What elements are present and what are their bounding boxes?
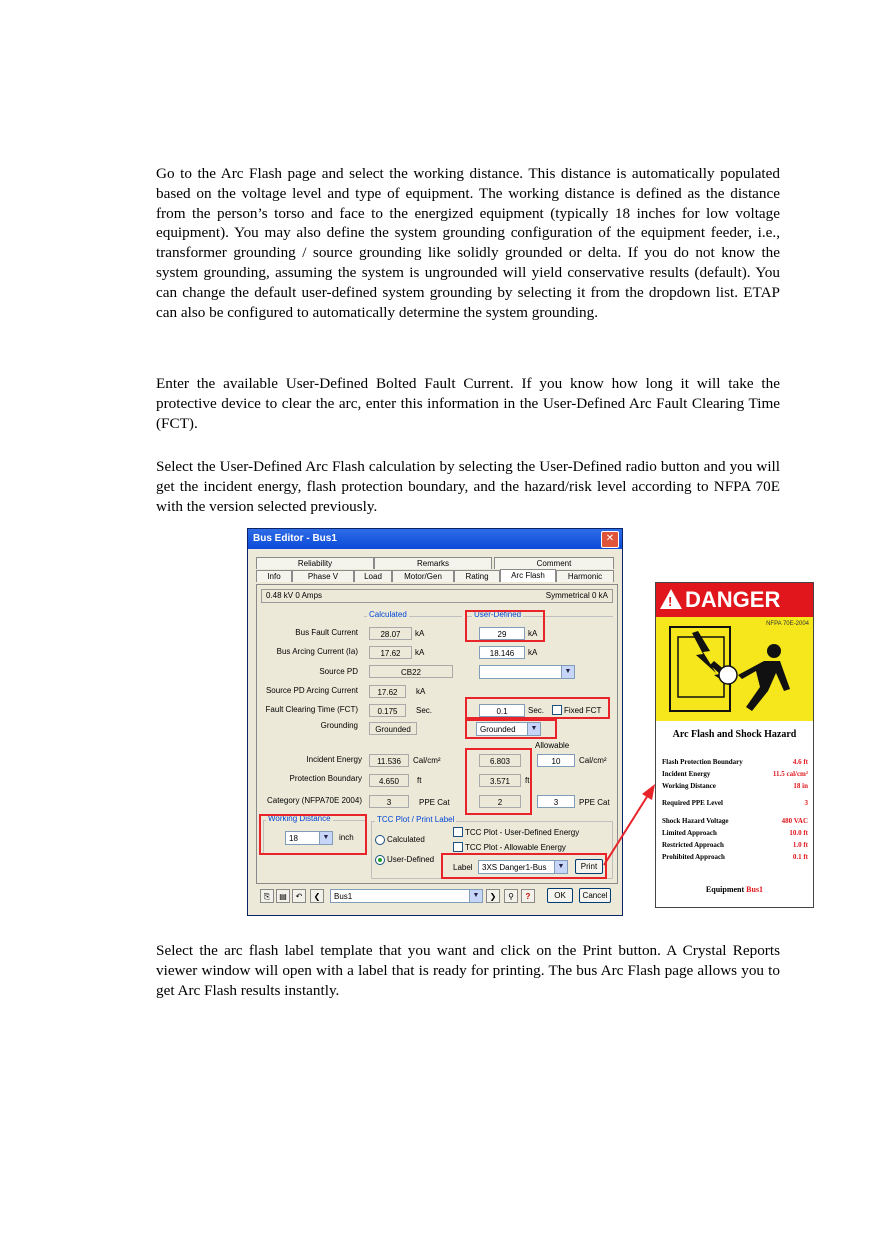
calculated-group-title: Calculated <box>369 610 407 619</box>
chevron-left-icon[interactable]: ❮ <box>310 889 324 903</box>
arrow-head <box>642 784 655 800</box>
highlight-print-label <box>441 853 607 879</box>
allowable-incident-energy-input[interactable]: 10 <box>537 754 575 767</box>
tab-harmonic[interactable]: Harmonic <box>556 570 614 582</box>
user-incident-energy: 6.803 <box>479 754 521 767</box>
instruction-paragraph-4: Select the arc flash label template that you want and click on the Print button. A Crystal Reports viewer window will open with a label that is ready for printing. The bus Arc Flash page allows you to get Arc Flash results instantly. <box>156 942 780 999</box>
working-distance-value: 18 <box>289 834 298 843</box>
label-bus-fault-current: Bus Fault Current <box>295 628 358 637</box>
chevron-down-icon[interactable]: ▼ <box>561 666 574 678</box>
calc-bus-arcing-current: 17.62 <box>369 646 412 659</box>
unit-inch: inch <box>339 833 354 842</box>
paste-icon[interactable]: ▤ <box>276 889 290 903</box>
user-category: 2 <box>479 795 521 808</box>
equipment-line <box>656 885 813 894</box>
unit-cal: Cal/cm² <box>413 756 441 765</box>
unit-ka: kA <box>415 648 425 657</box>
exclamation-icon: ! <box>668 594 673 609</box>
unit-ft: ft <box>525 776 530 785</box>
user-bus-fault-current-input[interactable]: 29 <box>479 627 525 640</box>
unit-ka: kA <box>416 687 426 696</box>
copy-icon[interactable]: ⎘ <box>260 889 274 903</box>
status-fault: Symmetrical 0 kA <box>545 591 608 600</box>
label-source-pd-arcing: Source PD Arcing Current <box>265 686 358 695</box>
tab-load[interactable]: Load <box>354 570 392 582</box>
calc-fct: 0.175 <box>369 704 406 717</box>
unit-ft: ft <box>417 776 422 785</box>
allowable-category-input[interactable]: 3 <box>537 795 575 808</box>
label-protection-boundary: Protection Boundary <box>289 774 362 783</box>
equipment-label: Equipment <box>705 885 745 894</box>
arc-flash-panel <box>256 584 618 884</box>
arrow-print-to-label <box>600 780 660 870</box>
danger-word: DANGER <box>685 587 781 612</box>
chevron-right-icon[interactable]: ❯ <box>486 889 500 903</box>
tab-comment[interactable]: Comment <box>494 557 614 569</box>
tcc-user-defined-checkbox[interactable] <box>453 827 463 837</box>
calc-protection-boundary: 4.650 <box>369 774 409 787</box>
arrow-line <box>604 792 650 865</box>
user-defined-group-title: User-Defined <box>474 610 522 619</box>
calc-source-pd-arcing: 17.62 <box>369 685 406 698</box>
unit-ppe-cat: PPE Cat <box>419 798 450 807</box>
bus-editor-dialog <box>247 528 623 916</box>
calculated-radio-label: Calculated <box>387 835 425 844</box>
unit-ppe-cat: PPE Cat <box>579 798 610 807</box>
tcc-allowable-label: TCC Plot - Allowable Energy <box>465 843 566 852</box>
highlight-user-fct <box>465 697 610 719</box>
user-grounding-value: Grounded <box>480 725 516 734</box>
tab-arc-flash[interactable]: Arc Flash <box>500 569 556 582</box>
user-bus-arcing-current-input[interactable]: 18.146 <box>479 646 525 659</box>
user-defined-radio[interactable] <box>375 855 385 865</box>
user-fct-input[interactable]: 0.1 <box>479 704 525 717</box>
calc-category: 3 <box>369 795 409 808</box>
arc-flash-danger-label: ! DANGER NFPA 70E-2004 Arc Flash and Shock Hazard Flash Protection Boundary 4.6 ft Incident Energy 11.5 cal/cm² Working Distance 18 in Required PPE Level 3 Shock Hazard Voltage 480 VAC Limited Approach 10.0 ft Restricted Approach 1.0 ft Prohibited Approach 0.1 ft Equipment Bus1 <box>655 582 814 908</box>
bus-select-value: Bus1 <box>334 892 353 901</box>
label-bus-arcing-current: Bus Arcing Current (Ia) <box>276 647 358 656</box>
highlight-user-results <box>465 748 532 815</box>
print-button[interactable]: Print <box>575 859 603 874</box>
highlight-working-distance <box>259 814 367 855</box>
chevron-down-icon[interactable]: ▼ <box>469 890 482 902</box>
instruction-paragraph-2: Enter the available User-Defined Bolted Fault Current. If you know how long it will take the protective device to clear the arc, enter this information in the User-Defined Arc Fault Clearing Time (FCT). <box>156 375 780 432</box>
calc-grounding: Grounded <box>369 722 417 735</box>
calc-source-pd: CB22 <box>369 665 453 678</box>
label-incident-energy: Incident Energy <box>306 755 362 764</box>
instruction-paragraph-3: Select the User-Defined Arc Flash calculation by selecting the User-Defined radio button and you will get the incident energy, flash protection boundary, and the hazard/risk level according to NFPA 70E with the version selected previously. <box>156 458 780 515</box>
working-distance-title: Working Distance <box>268 814 331 823</box>
status-voltage: 0.48 kV 0 Amps <box>266 591 323 600</box>
user-defined-radio-label: User-Defined <box>387 855 435 864</box>
unit-ka: kA <box>415 629 425 638</box>
cancel-button[interactable]: Cancel <box>579 888 611 903</box>
status-bar <box>261 589 613 603</box>
label-allowable: Allowable <box>535 741 570 750</box>
chevron-down-icon[interactable]: ▼ <box>527 723 540 735</box>
danger-header <box>656 583 813 617</box>
tab-remarks[interactable]: Remarks <box>374 557 492 569</box>
help-icon[interactable]: ? <box>521 889 535 903</box>
unit-ka: kA <box>528 648 538 657</box>
label-grounding: Grounding <box>320 721 358 730</box>
tcc-allowable-checkbox[interactable] <box>453 842 463 852</box>
calc-incident-energy: 11.536 <box>369 754 409 767</box>
chevron-down-icon[interactable]: ▼ <box>554 861 567 873</box>
tab-motor-gen[interactable]: Motor/Gen <box>392 570 454 582</box>
tcc-plot-title: TCC Plot / Print Label <box>377 815 455 824</box>
user-protection-boundary: 3.571 <box>479 774 521 787</box>
tab-phase-v[interactable]: Phase V <box>292 570 354 582</box>
fixed-fct-label: Fixed FCT <box>564 706 602 715</box>
unit-sec: Sec. <box>528 706 545 715</box>
instruction-paragraph-1: Go to the Arc Flash page and select the working distance. This distance is automatically populated based on the voltage level and type of equipment. The working distance is defined as the distance from the person’s torso and face to the energized equipment (typically 18 inches for low voltage equipment). You may also define the system grounding configuration of the equipment feeder, i.e., transformer grounding / source grounding like solidly grounded or delta. If you do not know the system grounding, assuming the system is ungrounded will yield conservative results (default). You can change the default user-defined system grounding by selecting it from the dropdown list. ETAP can also be configured to automatically determine the system grounding. <box>156 165 780 321</box>
equipment-value: Bus1 <box>746 885 764 894</box>
unit-ka: kA <box>528 629 538 638</box>
label-template-value: 3XS Danger1-Bus <box>482 863 547 872</box>
label-fct: Fault Clearing Time (FCT) <box>265 705 358 714</box>
highlight-user-grounding <box>465 719 557 739</box>
calc-bus-fault-current: 28.07 <box>369 627 412 640</box>
bus-select[interactable] <box>330 889 483 903</box>
unit-sec: Sec. <box>416 706 433 715</box>
close-icon[interactable]: ✕ <box>601 531 619 548</box>
find-icon[interactable]: ⚲ <box>504 889 518 903</box>
tab-reliability[interactable]: Reliability <box>256 557 374 569</box>
label-source-pd: Source PD <box>319 667 358 676</box>
highlight-user-fault-current <box>465 610 545 642</box>
tcc-user-defined-label: TCC Plot - User-Defined Energy <box>465 828 580 837</box>
dialog-title: Bus Editor - Bus1 <box>248 529 622 549</box>
label-category: Category (NFPA70E 2004) <box>266 796 362 805</box>
user-source-pd-select[interactable] <box>479 665 575 679</box>
ok-button[interactable]: OK <box>547 888 573 903</box>
unit-cal: Cal/cm² <box>579 756 607 765</box>
chevron-down-icon[interactable]: ▼ <box>319 832 332 844</box>
label-standard: NFPA 70E-2004 <box>766 621 809 627</box>
tab-rating[interactable]: Rating <box>454 570 500 582</box>
hazard-pictogram <box>656 617 813 721</box>
electrocution-icon <box>656 617 813 721</box>
tab-info[interactable]: Info <box>256 570 292 582</box>
undo-icon[interactable]: ↶ <box>292 889 306 903</box>
label-title: Arc Flash and Shock Hazard <box>672 729 797 740</box>
calculated-radio[interactable] <box>375 835 385 845</box>
label-template-text: Label <box>453 863 473 872</box>
